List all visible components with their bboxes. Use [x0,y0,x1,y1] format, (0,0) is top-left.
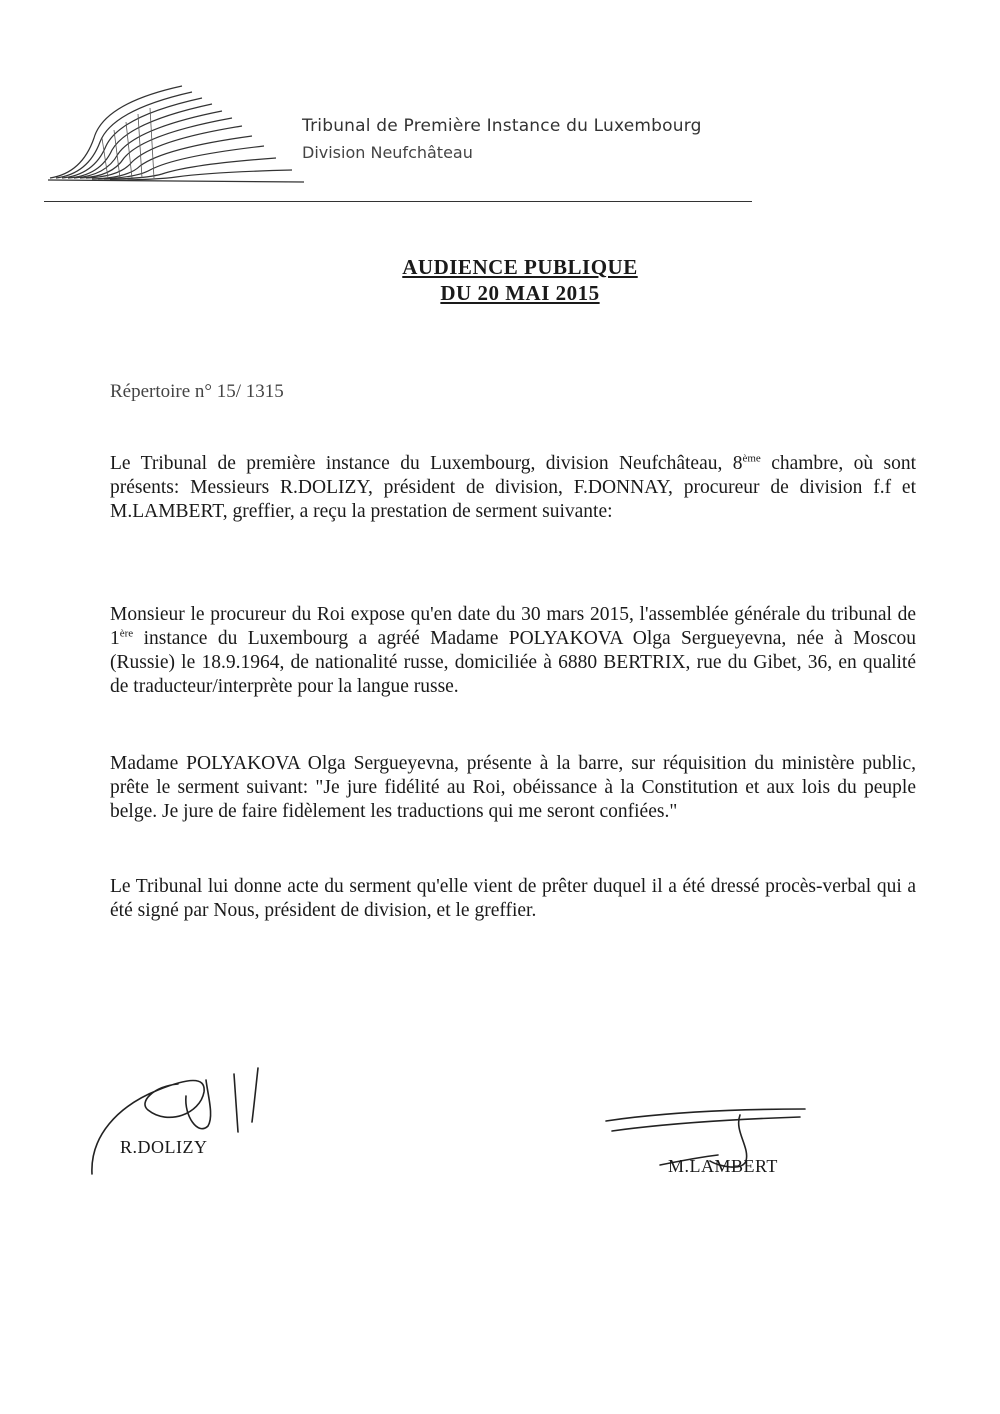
paragraph-prosecutor-statement: Monsieur le procureur du Roi expose qu'en date du 30 mars 2015, l'assemblée générale du tribunal de 1ère instance du Luxembourg a agréé Madame POLYAKOVA Olga Sergueyevna, née à Moscou (Russie) le 18.9.1964, de nationalité russe, domiciliée à 6880 BERTRIX, rue du Gibet, 36, en qualité de traducteur/interprète pour la langue russe. [110,604,916,697]
repertoire-number: Répertoire n° 15/ 1315 [110,381,284,402]
header-divider [44,201,752,202]
court-division: Division Neufchâteau [302,143,473,162]
president-signature [88,1066,288,1186]
document-title: AUDIENCE PUBLIQUE [402,255,638,279]
court-building-logo [42,78,312,190]
paragraph-oath: Madame POLYAKOVA Olga Sergueyevna, présente à la barre, sur réquisition du ministère public, prête le serment suivant: "Je jure fidélité au Roi, obéissance à la Constitution et aux lois du peuple belge. Je jure de faire fidèlement les traductions qui me seront confiées." [110,753,916,822]
court-name: Tribunal de Première Instance du Luxembourg [302,116,702,136]
document-date: DU 20 MAI 2015 [440,281,600,305]
paragraph-acknowledgement: Le Tribunal lui donne acte du serment qu'elle vient de prêter duquel il a été dressé procès-verbal qui a été signé par Nous, président de division, et le greffier. [110,876,916,921]
president-name: R.DOLIZY [120,1137,208,1157]
paragraph-tribunal-composition: Le Tribunal de première instance du Luxembourg, division Neufchâteau, 8ème chambre, où sont présents: Messieurs R.DOLIZY, président de division, F.DONNAY, procureur de division f.f et M.LAMBERT, greffier, a reçu la prestation de serment suivante: [110,452,916,522]
clerk-name: M.LAMBERT [668,1156,778,1176]
